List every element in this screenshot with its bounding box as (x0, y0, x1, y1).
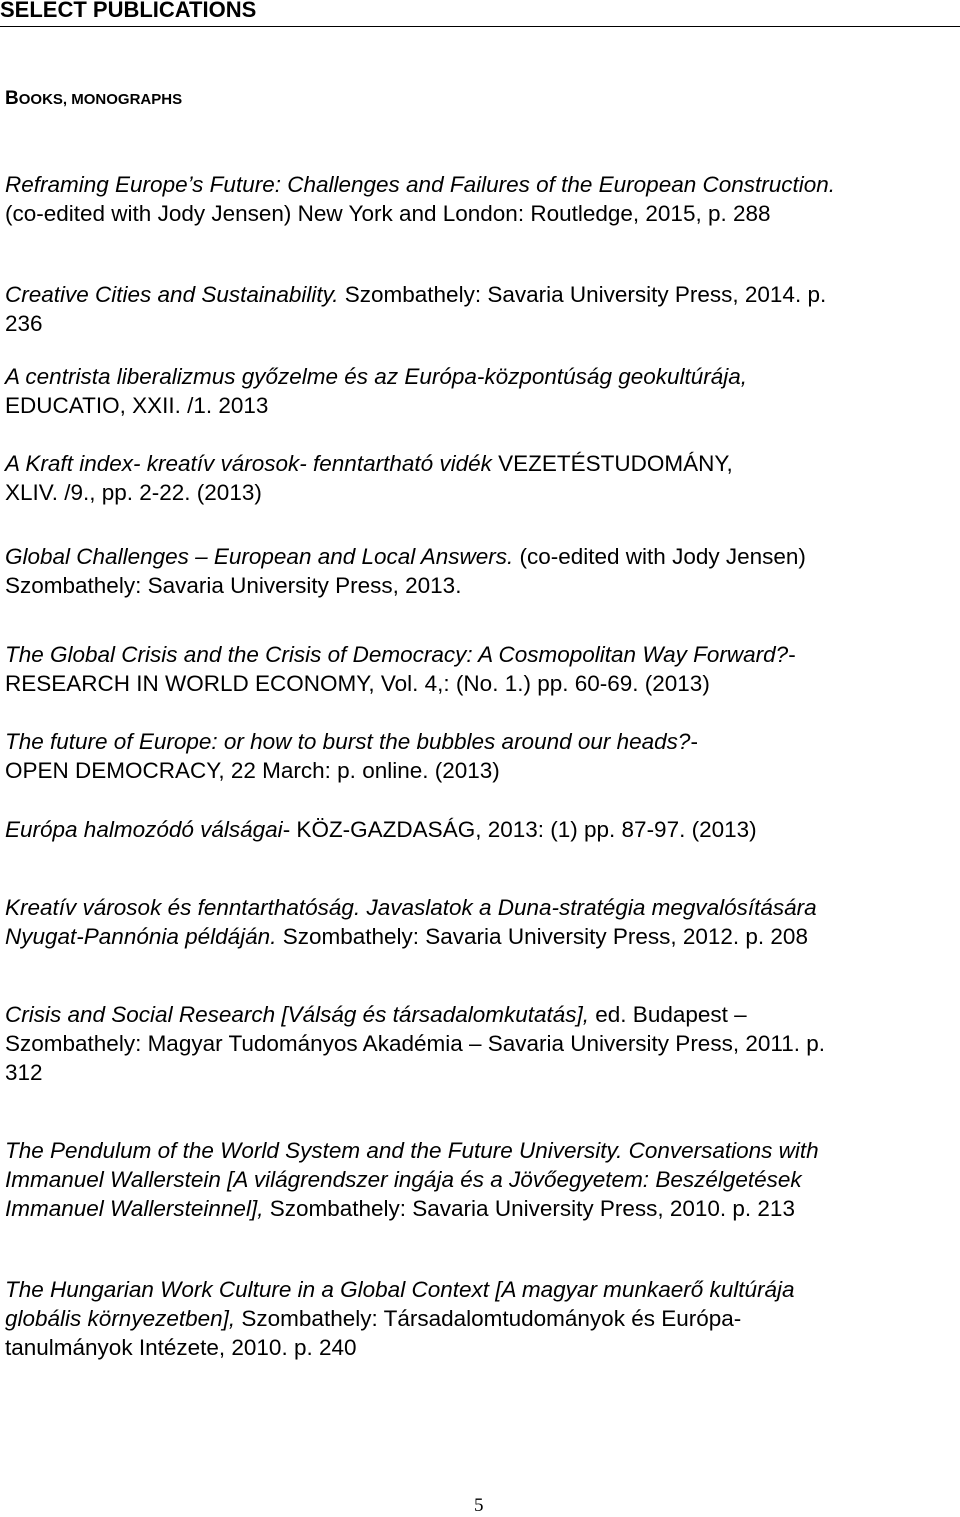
publication-line (5, 1165, 802, 1194)
publication-title-text: Kreatív városok és fenntarthatóság. Javaslatok a Duna-stratégia megvalósítására (5, 895, 817, 920)
publication-title-text: The Global Crisis and the Crisis of Democracy: A Cosmopolitan Way Forward? (5, 642, 789, 667)
publication-details-text: - KÖZ-GAZDASÁG, 2013: (1) pp. 87-97. (2013) (282, 817, 757, 842)
publication-line (5, 1000, 747, 1029)
publication-details-text: Szombathely: Savaria University Press, 2012. p. 208 (276, 924, 808, 949)
publication-title-text: The Pendulum of the World System and the Future University. Conversations with (5, 1138, 819, 1163)
publication-details-text: 312 (5, 1060, 43, 1085)
publication-line (5, 280, 826, 309)
publication-details-text: ed. Budapest – (589, 1002, 747, 1027)
publication-line (5, 449, 733, 478)
publication-line (5, 571, 461, 600)
publication-details-text: Szombathely: Savaria University Press, 2010. p. 213 (263, 1196, 795, 1221)
publication-details-text: OPEN DEMOCRACY, 22 March: p. online. (2013) (5, 758, 500, 783)
publication-title-text: Creative Cities and Sustainability. (5, 282, 339, 307)
publication-title-text: Crisis and Social Research [Válság és társadalomkutatás], (5, 1002, 590, 1027)
publication-line (5, 1136, 819, 1165)
publication-details-text: - (690, 729, 698, 754)
publication-line (5, 478, 262, 507)
publication-line (5, 1304, 741, 1333)
publication-title-text: Reframing Europe’s Future: Challenges and Failures of the European Construction. (5, 172, 836, 197)
publication-details-text: (co-edited with Jody Jensen) New York and London: Routledge, 2015, p. 288 (5, 201, 771, 226)
page-heading: SELECT PUBLICATIONS (0, 0, 257, 22)
publication-line (5, 1275, 795, 1304)
publication-line (5, 1194, 795, 1223)
publication-line (5, 1333, 357, 1362)
publication-line (5, 309, 43, 338)
publication-title-text: Európa halmozódó válságai (5, 817, 283, 842)
publication-title-text: Nyugat-Pannónia példáján. (5, 924, 277, 949)
publication-title-text: A centrista liberalizmus győzelme és az Európa-központúság geokultúrája, (5, 364, 748, 389)
publication-details-text: Szombathely: Társadalomtudományok és Európa- (235, 1306, 742, 1331)
section-heading-initial: B (5, 88, 19, 109)
publication-details-text: (co-edited with Jody Jensen) (513, 544, 806, 569)
publication-title-text: Global Challenges – European and Local Answers. (5, 544, 514, 569)
publication-title-text: Immanuel Wallersteinnel], (5, 1196, 264, 1221)
page-number: 5 (474, 1495, 484, 1516)
publication-details-text: tanulmányok Intézete, 2010. p. 240 (5, 1335, 357, 1360)
publication-details-text: Szombathely: Savaria University Press, 2013. (5, 573, 462, 598)
publication-line (5, 1029, 825, 1058)
publication-line (5, 727, 698, 756)
publication-title-text: A Kraft index- kreatív városok- fenntartható vidék (5, 451, 492, 476)
publication-line (5, 391, 268, 420)
publication-title-text: The future of Europe: or how to burst the bubbles around our heads? (5, 729, 691, 754)
publication-line (5, 756, 500, 785)
publication-details-text: EDUCATIO, XXII. /1. 2013 (5, 393, 269, 418)
publication-details-text: Szombathely: Magyar Tudományos Akadémia – Savaria University Press, 2011. p. (5, 1031, 825, 1056)
publication-line (5, 640, 796, 669)
publication-line (5, 893, 817, 922)
publication-line (5, 922, 808, 951)
publication-line (5, 170, 835, 199)
heading-rule (0, 26, 960, 27)
publication-title-text: The Hungarian Work Culture in a Global Context [A magyar munkaerő kultúrája (5, 1277, 795, 1302)
publication-line (5, 1058, 43, 1087)
publication-details-text: - (788, 642, 796, 667)
publication-details-text: XLIV. /9., pp. 2-22. (2013) (5, 480, 262, 505)
publication-line (5, 815, 757, 844)
publication-title-text: globális környezetben], (5, 1306, 236, 1331)
publication-line (5, 669, 710, 698)
publication-line (5, 542, 806, 571)
publication-line (5, 362, 747, 391)
publication-details-text: Szombathely: Savaria University Press, 2014. p. (338, 282, 827, 307)
section-heading (5, 88, 182, 110)
publication-details-text: RESEARCH IN WORLD ECONOMY, Vol. 4,: (No. 1.) pp. 60-69. (2013) (5, 671, 710, 696)
publication-details-text: 236 (5, 311, 43, 336)
publication-details-text: VEZETÉSTUDOMÁNY, (491, 451, 733, 476)
publication-line (5, 199, 771, 228)
section-heading-rest: OOKS, MONOGRAPHS (18, 91, 183, 108)
publication-title-text: Immanuel Wallerstein [A világrendszer ingája és a Jövőegyetem: Beszélgetések (5, 1167, 802, 1192)
